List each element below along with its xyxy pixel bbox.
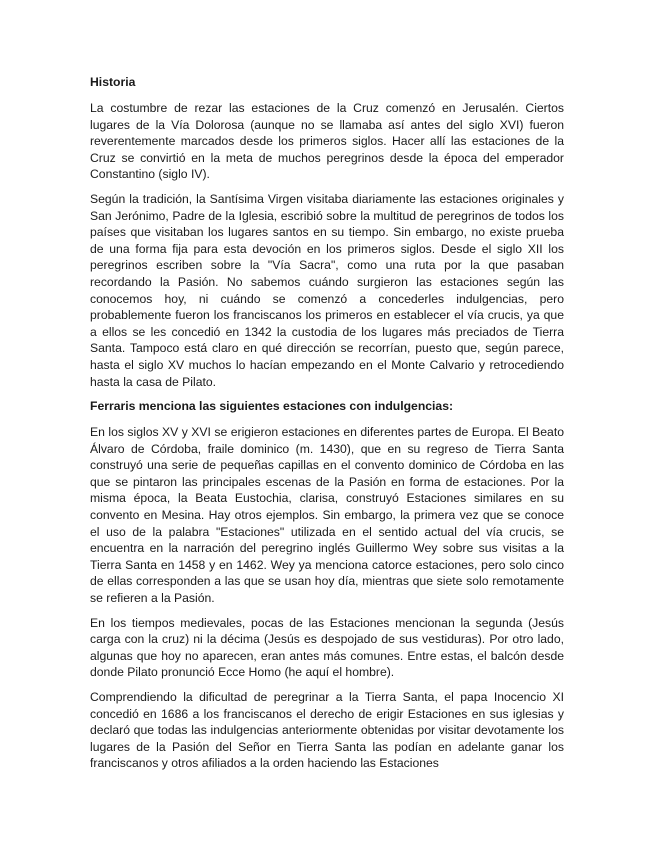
- paragraph-3: En los siglos XV y XVI se erigieron estaciones en diferentes partes de Europa. El Beato Álvaro de Córdoba, fraile dominico (m. 1430), que en su regreso de Tierra Santa construyó una serie de pequeñas capillas en el convento dominico de Córdoba en las que se pintaron las principales escenas de la Pasión en forma de estaciones. Por la misma época, la Beata Eustochia, clarisa, construyó Estaciones similares en su convento en Mesina. Hay otros ejemplos. Sin embargo, la primera vez que se conoce el uso de la palabra "Estaciones" utilizada en el sentido actual del vía crucis, se encuentra en la narración del peregrino inglés Guillermo Wey sobre sus visitas a la Tierra Santa en 1458 y en 1462. Wey ya menciona catorce estaciones, pero solo cinco de ellas corresponden a las que se usan hoy día, mientras que siete solo remotamente se refieren a la Pasión.: [90, 425, 564, 606]
- document-page: [90, 74, 564, 778]
- paragraph-2: Según la tradición, la Santísima Virgen visitaba diariamente las estaciones originales y San Jerónimo, Padre de la Iglesia, escribió sobre la multitud de peregrinos de todos los países que visitaban los lugares santos en su tiempo. Sin embargo, no existe prueba de una forma fija para esta devoción en los primeros siglos. Desde el siglo XII los peregrinos escriben sobre la "Vía Sacra", como una ruta por la que pasaban recordando la Pasión. No sabemos cuándo surgieron las estaciones según las conocemos hoy, ni cuándo se comenzó a concederles indulgencias, pero probablemente fueron los franciscanos los primeros en establecer el vía crucis, ya que a ellos se les concedió en 1342 la custodia de los lugares más preciados de Tierra Santa. Tampoco está claro en qué dirección se recorrían, puesto que, según parece, hasta el siglo XV muchos lo hacían empezando en el Monte Calvario y retrocediendo hasta la casa de Pilato.: [90, 191, 564, 389]
- section-heading-ferraris: Ferraris menciona las siguientes estaciones con indulgencias:: [90, 399, 454, 414]
- paragraph-5: Comprendiendo la dificultad de peregrinar a la Tierra Santa, el papa Inocencio XI concedió en 1686 a los franciscanos el derecho de erigir Estaciones en sus iglesias y declaró que todas las indulgencias anteriormente obtenidas por visitar devotamente los lugares de la Pasión del Señor en Tierra Santa las podían en adelante ganar los franciscanos y otros afiliados a la orden haciendo las Estaciones: [90, 690, 564, 771]
- paragraph-1: La costumbre de rezar las estaciones de la Cruz comenzó en Jerusalén. Ciertos lugares de la Vía Dolorosa (aunque no se llamaba así antes del siglo XVI) fueron reverentemente marcados desde los primeros siglos. Hacer allí las estaciones de la Cruz se convirtió en la meta de muchos peregrinos desde la época del emperador Constantino (siglo IV).: [90, 101, 564, 182]
- section-heading-historia: Historia: [90, 75, 136, 89]
- paragraph-4: En los tiempos medievales, pocas de las Estaciones mencionan la segunda (Jesús carga con la cruz) ni la décima (Jesús es despojado de sus vestiduras). Por otro lado, algunas que hoy no aparecen, eran antes más comunes. Entre estas, el balcón desde donde Pilato pronunció Ecce Homo (he aquí el hombre).: [90, 615, 564, 680]
